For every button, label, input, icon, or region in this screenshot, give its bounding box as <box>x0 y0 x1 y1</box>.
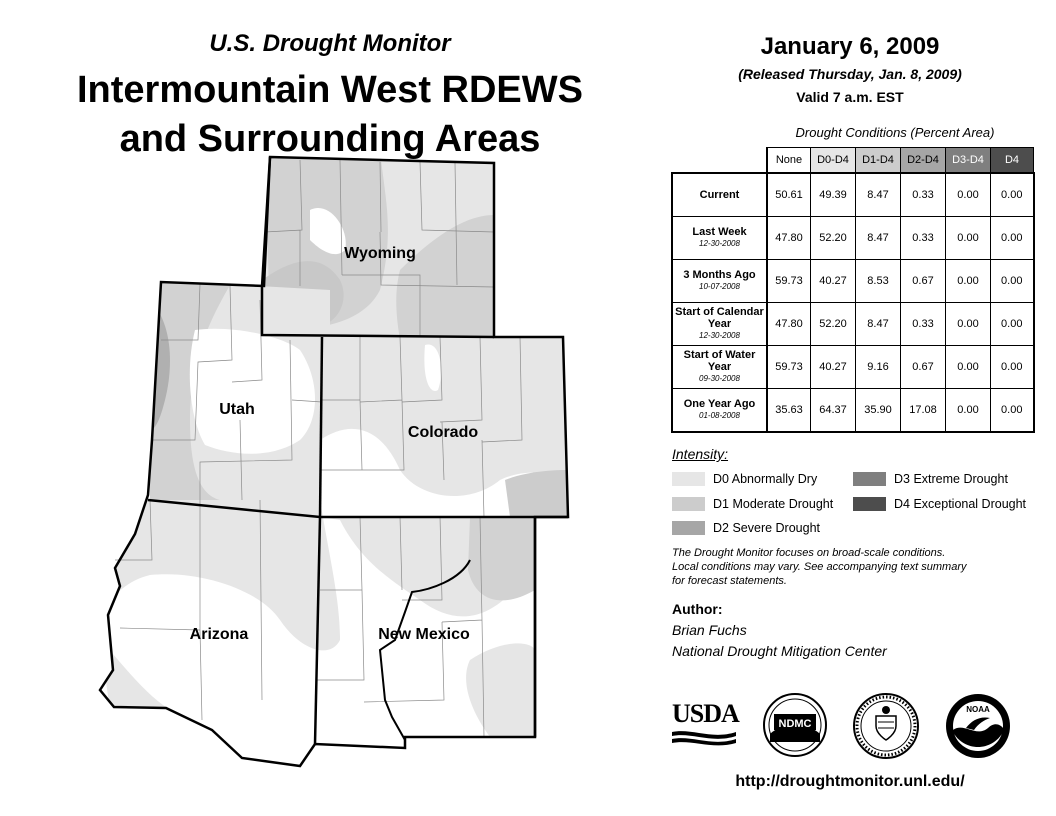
legend-swatch <box>853 497 886 511</box>
table-row <box>672 389 1034 433</box>
table-cell: 0.00 <box>946 389 991 433</box>
legend-item <box>672 472 817 486</box>
author-heading: Author: <box>672 601 723 617</box>
ndmc-logo-text: NDMC <box>778 718 812 730</box>
column-header-d3-d4: D3-D4 <box>946 148 991 174</box>
table-row <box>672 217 1034 260</box>
table-cell: 49.39 <box>811 173 856 217</box>
table-cell: 50.61 <box>767 173 811 217</box>
legend-item <box>672 497 833 511</box>
legend-title: Intensity: <box>672 446 729 462</box>
valid-time: Valid 7 a.m. EST <box>796 89 904 105</box>
table-cell: 0.00 <box>946 260 991 303</box>
table-cell: 0.00 <box>991 303 1034 346</box>
table-row <box>672 173 1034 217</box>
author-name: Brian Fuchs <box>672 622 747 638</box>
note-line-1: The Drought Monitor focuses on broad-scale conditions. <box>672 547 946 559</box>
usda-logo-swoosh <box>672 728 736 746</box>
row-date: 01-08-2008 <box>699 411 740 420</box>
legend-swatch <box>853 472 886 486</box>
table-cell: 35.63 <box>767 389 811 433</box>
note-line-2: Local conditions may vary. See accompanying text summary <box>672 561 967 573</box>
row-label <box>672 303 767 346</box>
table-cell: 0.67 <box>901 260 946 303</box>
table-cell: 0.00 <box>991 389 1034 433</box>
legend-swatch <box>672 472 705 486</box>
row-label <box>672 217 767 260</box>
table-cell: 0.00 <box>946 173 991 217</box>
row-label <box>672 389 767 433</box>
table-row <box>672 260 1034 303</box>
table-cell: 8.53 <box>856 260 901 303</box>
table-cell: 0.33 <box>901 173 946 217</box>
table-cell: 8.47 <box>856 173 901 217</box>
map-title-line-1: Intermountain West RDEWS <box>77 69 583 111</box>
table-caption: Drought Conditions (Percent Area) <box>795 125 995 140</box>
column-header-d1-d4: D1-D4 <box>856 148 901 174</box>
column-header-none: None <box>767 148 811 174</box>
release-date: (Released Thursday, Jan. 8, 2009) <box>738 66 962 82</box>
table-header-row <box>672 148 1034 174</box>
row-label-text: One Year Ago <box>683 398 756 410</box>
legend-label: D4 Exceptional Drought <box>894 497 1027 511</box>
noaa-logo-text: NOAA <box>966 705 990 714</box>
noaa-logo <box>944 692 1012 760</box>
table-cell: 8.47 <box>856 303 901 346</box>
valid-date: January 6, 2009 <box>760 33 940 60</box>
row-label-text: Start of Water Year <box>683 349 756 373</box>
author-org: National Drought Mitigation Center <box>672 643 887 659</box>
table-cell: 0.00 <box>991 346 1034 389</box>
table-cell: 0.00 <box>946 346 991 389</box>
state-label-colorado: Colorado <box>407 424 479 441</box>
map-subtitle: U.S. Drought Monitor <box>209 30 451 57</box>
legend-swatch <box>672 521 705 535</box>
row-date: 10-07-2008 <box>699 282 740 291</box>
table-row <box>672 346 1034 389</box>
table-cell: 64.37 <box>811 389 856 433</box>
usda-logo-text: USDA <box>672 699 739 728</box>
table-cell: 47.80 <box>767 303 811 346</box>
d1-area-colorado-east <box>505 470 568 517</box>
usda-logo <box>672 699 739 748</box>
state-label-arizona: Arizona <box>189 626 249 643</box>
table-cell: 47.80 <box>767 217 811 260</box>
legend-label: D3 Extreme Drought <box>894 472 1008 486</box>
row-date: 12-30-2008 <box>699 239 740 248</box>
state-label-utah: Utah <box>219 401 255 418</box>
table-cell: 40.27 <box>811 346 856 389</box>
row-label-text: Current <box>699 189 740 201</box>
row-label <box>672 173 767 217</box>
table-cell: 8.47 <box>856 217 901 260</box>
table-cell: 17.08 <box>901 389 946 433</box>
ndmc-logo <box>762 692 828 758</box>
state-label-wyoming: Wyoming <box>344 245 416 262</box>
table-cell: 0.00 <box>946 303 991 346</box>
drought-conditions-table <box>671 147 1035 433</box>
table-cell: 52.20 <box>811 303 856 346</box>
legend-label: D1 Moderate Drought <box>713 497 834 511</box>
legend-item <box>853 497 1026 511</box>
disclaimer-note <box>672 546 1032 588</box>
table-cell: 52.20 <box>811 217 856 260</box>
legend-label: D0 Abnormally Dry <box>713 472 818 486</box>
state-label-new-mexico: New Mexico <box>378 626 470 643</box>
row-label-text: Last Week <box>692 226 747 238</box>
d1-area-new-mexico-northeast <box>468 517 535 600</box>
table-cell: 0.00 <box>991 217 1034 260</box>
table-body <box>672 173 1034 432</box>
table-cell: 40.27 <box>811 260 856 303</box>
table-cell: 0.00 <box>946 217 991 260</box>
legend-swatch <box>672 497 705 511</box>
column-header-d4: D4 <box>991 148 1034 174</box>
note-line-3: for forecast statements. <box>672 575 787 587</box>
doc-seal-logo <box>852 692 920 760</box>
table-cell: 0.33 <box>901 303 946 346</box>
row-date: 12-30-2008 <box>699 331 740 340</box>
map-title-line-2: and Surrounding Areas <box>119 118 541 160</box>
legend-item <box>672 521 820 535</box>
column-header-d2-d4: D2-D4 <box>901 148 946 174</box>
table-cell: 0.67 <box>901 346 946 389</box>
table-cell: 59.73 <box>767 260 811 303</box>
column-header-d0-d4: D0-D4 <box>811 148 856 174</box>
table-corner <box>672 148 767 174</box>
table-cell: 59.73 <box>767 346 811 389</box>
table-row <box>672 303 1034 346</box>
table-cell: 35.90 <box>856 389 901 433</box>
drought-shading <box>100 150 568 737</box>
table-cell: 0.00 <box>991 260 1034 303</box>
row-label-text: 3 Months Ago <box>683 269 756 281</box>
table-cell: 0.33 <box>901 217 946 260</box>
row-date: 09-30-2008 <box>699 374 740 383</box>
row-label <box>672 260 767 303</box>
website-url[interactable]: http://droughtmonitor.unl.edu/ <box>735 773 965 790</box>
row-label-text: Start of Calendar Year <box>675 306 764 330</box>
white-area-utah <box>190 329 315 454</box>
d0-area-new-mexico-east <box>466 643 535 737</box>
row-label <box>672 346 767 389</box>
legend-item <box>853 472 1008 486</box>
author-block <box>672 620 887 662</box>
table-cell: 0.00 <box>991 173 1034 217</box>
legend-label: D2 Severe Drought <box>713 521 821 535</box>
table-cell: 9.16 <box>856 346 901 389</box>
